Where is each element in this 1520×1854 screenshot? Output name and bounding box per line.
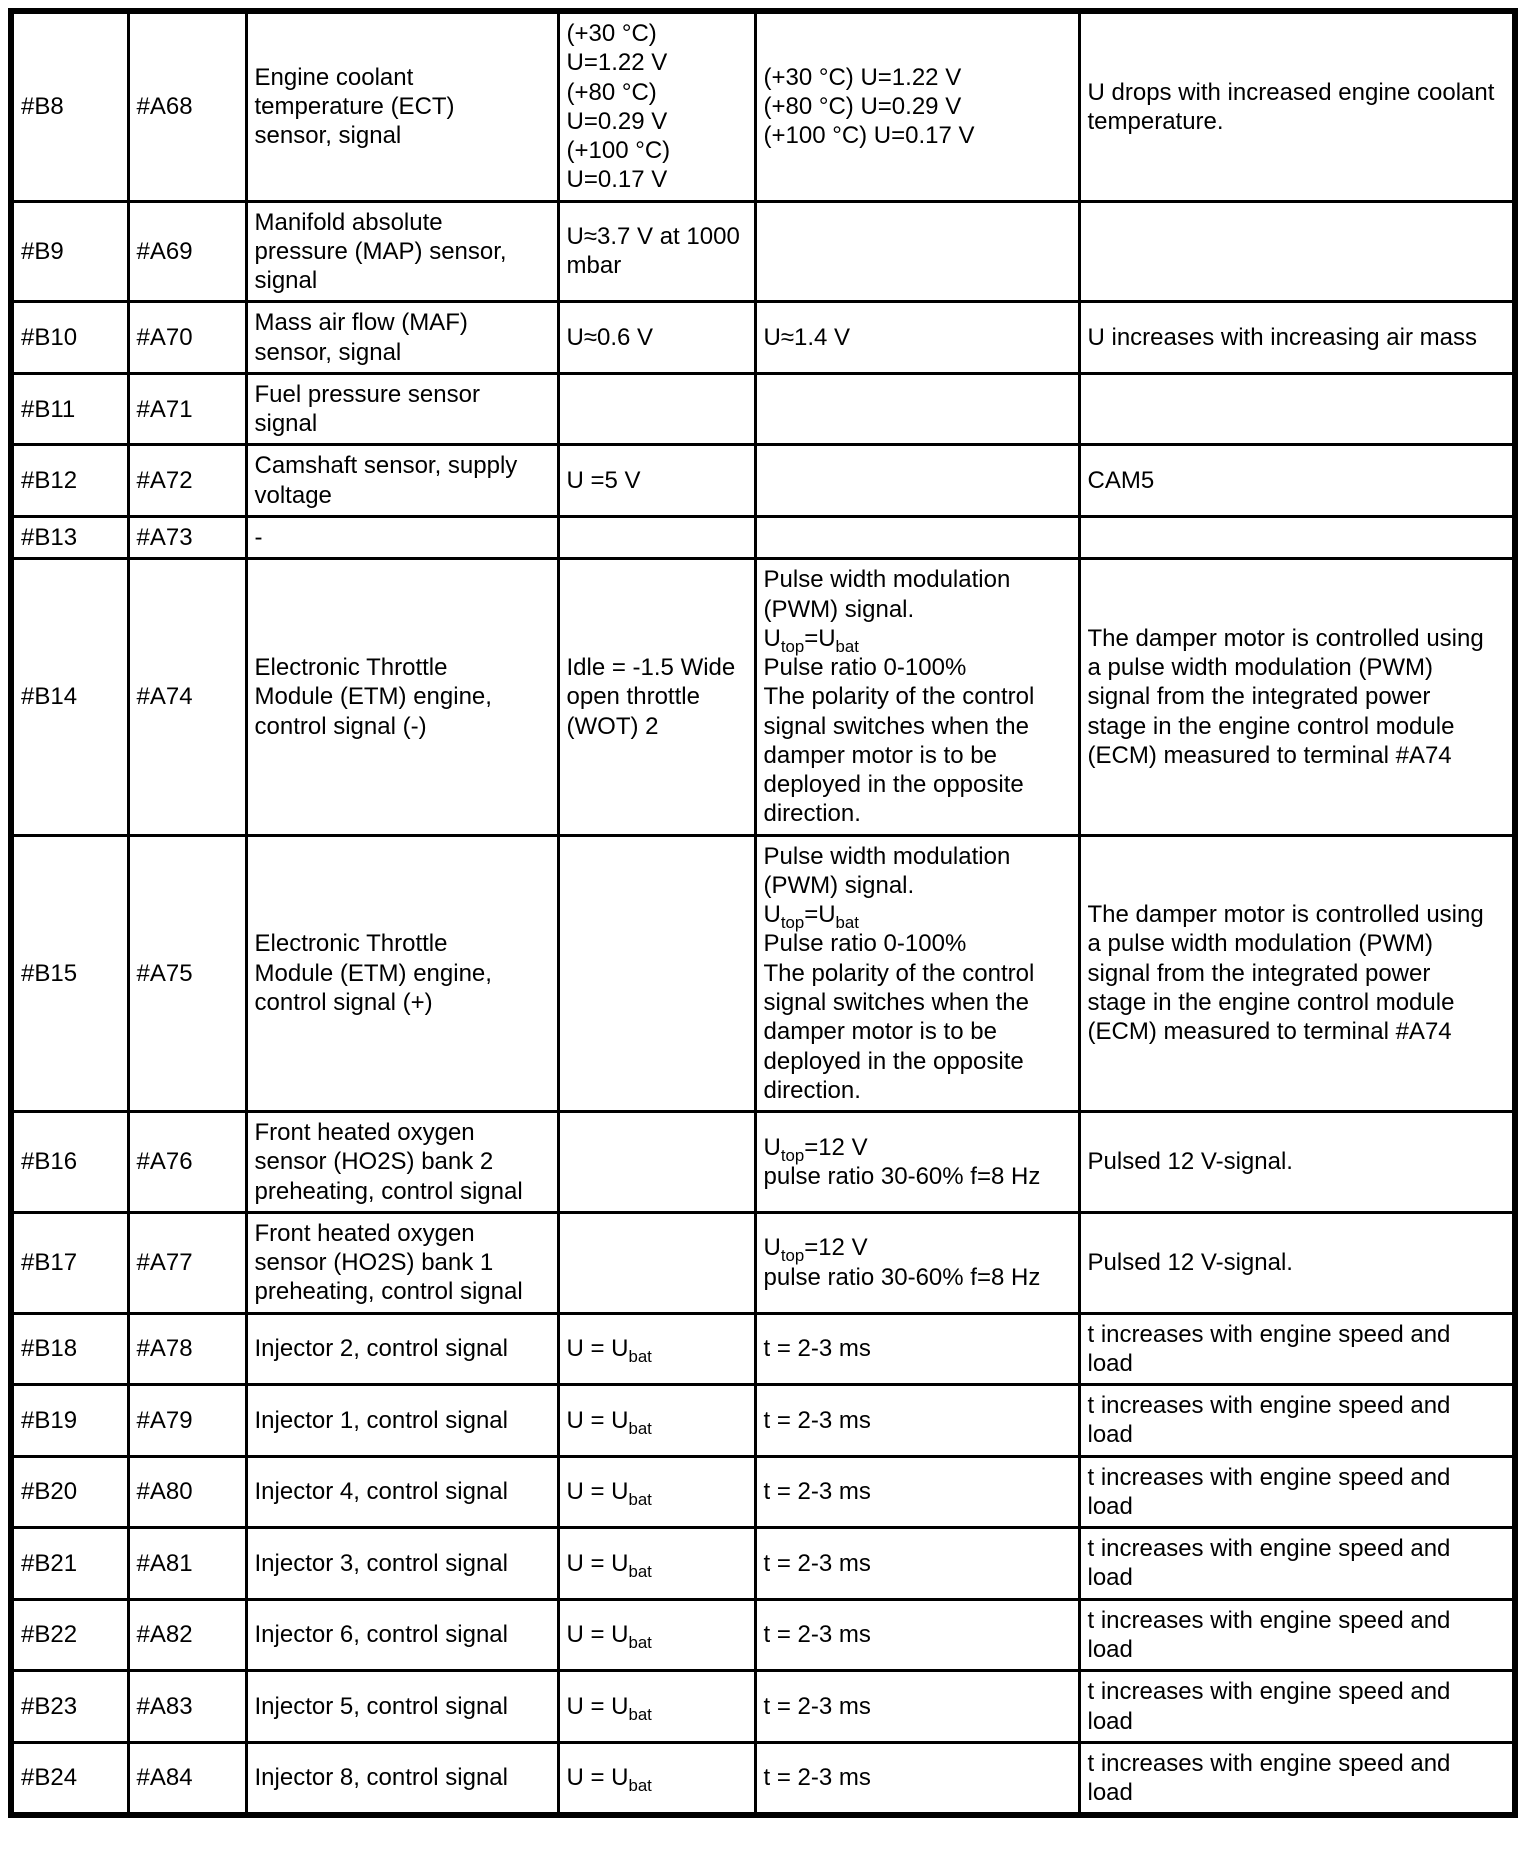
value2-cell: $U_{top}=12$ V pulse ratio 30-60% f=8 Hz	[755, 1112, 1079, 1213]
description-cell: Fuel pressure sensor signal	[246, 373, 558, 445]
table-row	[11, 1599, 1515, 1671]
value2-cell: U≈1.4 V	[755, 302, 1079, 374]
signal-table-body	[11, 11, 1515, 1815]
pin-b-cell: #B12	[11, 445, 128, 517]
pin-b-cell: #B23	[11, 1671, 128, 1743]
description-cell: Injector 5, control signal	[246, 1671, 558, 1743]
pin-b-cell: #B24	[11, 1742, 128, 1815]
value1-cell: $U = U_{bat}$	[558, 1456, 755, 1528]
description-cell: Front heated oxygen sensor (HO2S) bank 1 preheating, control signal	[246, 1212, 558, 1313]
table-row	[11, 1313, 1515, 1385]
pin-a-cell: #A74	[128, 559, 246, 835]
table-row	[11, 1742, 1515, 1815]
value1-cell	[558, 835, 755, 1111]
description-cell: -	[246, 516, 558, 558]
note-cell: CAM5	[1079, 445, 1515, 517]
description-cell: Mass air flow (MAF) sensor, signal	[246, 302, 558, 374]
table-row	[11, 559, 1515, 835]
note-cell: Pulsed 12 V-signal.	[1079, 1112, 1515, 1213]
pin-a-cell: #A73	[128, 516, 246, 558]
value1-cell: $U = U_{bat}$	[558, 1671, 755, 1743]
table-row	[11, 201, 1515, 302]
pin-b-cell: #B21	[11, 1528, 128, 1600]
pin-b-cell: #B10	[11, 302, 128, 374]
pin-a-cell: #A82	[128, 1599, 246, 1671]
note-cell: The damper motor is controlled using a pulse width modulation (PWM) signal from the integrated power stage in the engine control module (ECM) measured to terminal #A74	[1079, 559, 1515, 835]
value2-cell: t = 2-3 ms	[755, 1456, 1079, 1528]
description-cell: Injector 2, control signal	[246, 1313, 558, 1385]
value1-cell	[558, 373, 755, 445]
value2-cell: t = 2-3 ms	[755, 1671, 1079, 1743]
value2-cell	[755, 373, 1079, 445]
description-cell: Electronic Throttle Module (ETM) engine, control signal (-)	[246, 559, 558, 835]
table-row	[11, 11, 1515, 201]
value1-cell: U =5 V	[558, 445, 755, 517]
value1-cell: $U = U_{bat}$	[558, 1528, 755, 1600]
note-cell: t increases with engine speed and load	[1079, 1671, 1515, 1743]
value1-cell: (+30 °C) U=1.22 V (+80 °C) U=0.29 V (+100 °C) U=0.17 V	[558, 11, 755, 201]
note-cell: Pulsed 12 V-signal.	[1079, 1212, 1515, 1313]
table-row	[11, 1671, 1515, 1743]
value1-cell	[558, 1112, 755, 1213]
note-cell: t increases with engine speed and load	[1079, 1742, 1515, 1815]
value2-cell: t = 2-3 ms	[755, 1599, 1079, 1671]
pin-b-cell: #B22	[11, 1599, 128, 1671]
pin-a-cell: #A76	[128, 1112, 246, 1213]
value2-cell: Pulse width modulation (PWM) signal. $U_{top}=U_{bat}$ Pulse ratio 0-100% The polarity of the control signal switches when the damper motor is to be deployed in the opposite direction.	[755, 835, 1079, 1111]
table-row	[11, 302, 1515, 374]
value1-cell: $U = U_{bat}$	[558, 1742, 755, 1815]
table-row	[11, 1212, 1515, 1313]
value1-cell: $U = U_{bat}$	[558, 1385, 755, 1457]
description-cell: Injector 8, control signal	[246, 1742, 558, 1815]
pin-a-cell: #A72	[128, 445, 246, 517]
note-cell: t increases with engine speed and load	[1079, 1385, 1515, 1457]
pin-a-cell: #A80	[128, 1456, 246, 1528]
pin-a-cell: #A69	[128, 201, 246, 302]
description-cell: Front heated oxygen sensor (HO2S) bank 2 preheating, control signal	[246, 1112, 558, 1213]
pin-b-cell: #B14	[11, 559, 128, 835]
pin-a-cell: #A81	[128, 1528, 246, 1600]
note-cell: t increases with engine speed and load	[1079, 1599, 1515, 1671]
value2-cell	[755, 516, 1079, 558]
value1-cell	[558, 1212, 755, 1313]
note-cell: t increases with engine speed and load	[1079, 1313, 1515, 1385]
table-row	[11, 1385, 1515, 1457]
table-row	[11, 1456, 1515, 1528]
value1-cell: $U = U_{bat}$	[558, 1313, 755, 1385]
description-cell: Injector 4, control signal	[246, 1456, 558, 1528]
table-row	[11, 373, 1515, 445]
note-cell	[1079, 201, 1515, 302]
description-cell: Injector 6, control signal	[246, 1599, 558, 1671]
note-cell	[1079, 516, 1515, 558]
signal-table	[8, 8, 1518, 1818]
note-cell: U drops with increased engine coolant temperature.	[1079, 11, 1515, 201]
note-cell: The damper motor is controlled using a pulse width modulation (PWM) signal from the integrated power stage in the engine control module (ECM) measured to terminal #A74	[1079, 835, 1515, 1111]
description-cell: Manifold absolute pressure (MAP) sensor, signal	[246, 201, 558, 302]
value2-cell: (+30 °C) U=1.22 V (+80 °C) U=0.29 V (+100 °C) U=0.17 V	[755, 11, 1079, 201]
table-row	[11, 1112, 1515, 1213]
description-cell: Electronic Throttle Module (ETM) engine, control signal (+)	[246, 835, 558, 1111]
pin-a-cell: #A68	[128, 11, 246, 201]
note-cell	[1079, 373, 1515, 445]
description-cell: Camshaft sensor, supply voltage	[246, 445, 558, 517]
pin-a-cell: #A75	[128, 835, 246, 1111]
value2-cell: t = 2-3 ms	[755, 1742, 1079, 1815]
pin-a-cell: #A77	[128, 1212, 246, 1313]
note-cell: U increases with increasing air mass	[1079, 302, 1515, 374]
pin-b-cell: #B8	[11, 11, 128, 201]
value1-cell: $U = U_{bat}$	[558, 1599, 755, 1671]
value2-cell: Pulse width modulation (PWM) signal. $U_{top}=U_{bat}$ Pulse ratio 0-100% The polarity of the control signal switches when the damper motor is to be deployed in the opposite direction.	[755, 559, 1079, 835]
pin-a-cell: #A70	[128, 302, 246, 374]
table-row	[11, 1528, 1515, 1600]
table-row	[11, 835, 1515, 1111]
value2-cell: t = 2-3 ms	[755, 1313, 1079, 1385]
value1-cell: U≈3.7 V at 1000 mbar	[558, 201, 755, 302]
pin-a-cell: #A78	[128, 1313, 246, 1385]
description-cell: Injector 3, control signal	[246, 1528, 558, 1600]
pin-b-cell: #B11	[11, 373, 128, 445]
pin-a-cell: #A83	[128, 1671, 246, 1743]
pin-b-cell: #B19	[11, 1385, 128, 1457]
pin-b-cell: #B13	[11, 516, 128, 558]
pin-a-cell: #A79	[128, 1385, 246, 1457]
value1-cell: U≈0.6 V	[558, 302, 755, 374]
description-cell: Injector 1, control signal	[246, 1385, 558, 1457]
value2-cell: $U_{top}=12$ V pulse ratio 30-60% f=8 Hz	[755, 1212, 1079, 1313]
table-row	[11, 516, 1515, 558]
description-cell: Engine coolant temperature (ECT) sensor, signal	[246, 11, 558, 201]
value1-cell	[558, 516, 755, 558]
pin-b-cell: #B9	[11, 201, 128, 302]
value1-cell: Idle = -1.5 Wide open throttle (WOT) 2	[558, 559, 755, 835]
pin-b-cell: #B16	[11, 1112, 128, 1213]
pin-b-cell: #B18	[11, 1313, 128, 1385]
value2-cell	[755, 201, 1079, 302]
value2-cell	[755, 445, 1079, 517]
note-cell: t increases with engine speed and load	[1079, 1456, 1515, 1528]
pin-b-cell: #B20	[11, 1456, 128, 1528]
note-cell: t increases with engine speed and load	[1079, 1528, 1515, 1600]
pin-b-cell: #B17	[11, 1212, 128, 1313]
table-row	[11, 445, 1515, 517]
value2-cell: t = 2-3 ms	[755, 1385, 1079, 1457]
value2-cell: t = 2-3 ms	[755, 1528, 1079, 1600]
pin-b-cell: #B15	[11, 835, 128, 1111]
pin-a-cell: #A84	[128, 1742, 246, 1815]
pin-a-cell: #A71	[128, 373, 246, 445]
